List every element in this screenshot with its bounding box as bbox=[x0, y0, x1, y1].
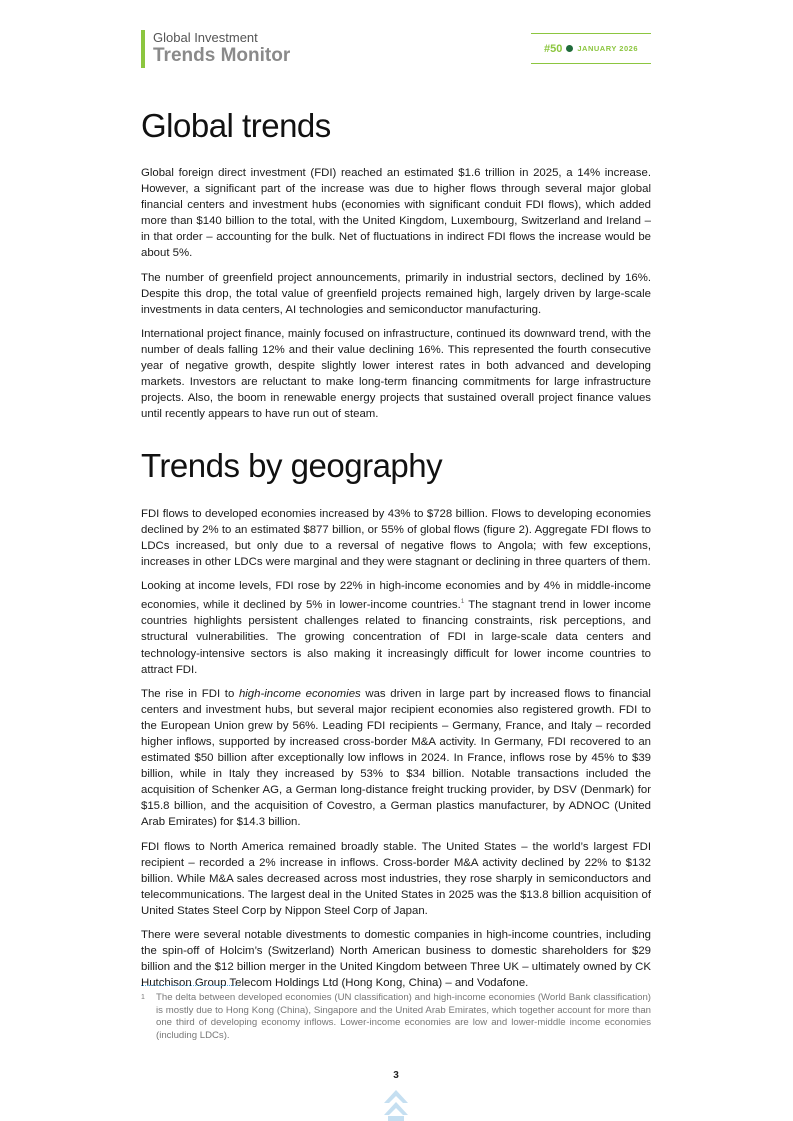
issue-date: JANUARY 2026 bbox=[577, 44, 638, 53]
footnote-divider bbox=[141, 985, 238, 986]
emphasis-text: high-income economies bbox=[238, 687, 361, 700]
paragraph bbox=[141, 578, 651, 677]
paragraph: FDI flows to developed economies increased by 43% to $728 billion. Flows to developing economies declined by 2% to an estimated $877 billion, or 55% of global flows (figure 2). Aggregate FDI flows to LDCs increased, but only due to a reversal of negative flows to Angola; with few exceptions, increases in other LDCs were marginal and they were stagnant or declining in three quarters of them. bbox=[141, 508, 651, 569]
paragraph: FDI flows to North America remained broadly stable. The United States – the world’s largest FDI recipient – recorded a 2% increase in inflows. Cross-border M&A activity declined by 22% to $132 billion. While M&A sales decreased across most industries, they rose sharply in semiconductors and telecommunications. The largest deal in the United States in 2025 was the $13.8 billion acquisition of United States Steel Corp by Nippon Steel Corp of Japan. bbox=[141, 840, 651, 917]
page-number: 3 bbox=[393, 1070, 399, 1081]
paragraph: The number of greenfield project announcements, primarily in industrial sectors, declined by 16%. Despite this drop, the total value of greenfield projects remained high, largely driven by large-scale investments in data centers, AI technologies and semiconductor manufacturing. bbox=[141, 271, 651, 316]
paragraph-text: was driven in large part by increased flows to financial centers and investment hubs, but several major recipient economies also registered growth. FDI to the European Union grew by 56%. Leading FDI recipients – Germany, France, and Italy – recorded higher inflows, supported by increased cross-border M&A activity. In Germany, FDI recovered to an estimated $50 billion after exceptionally low inflows in 2024. In France, inflows rose by 45% to $39 billion, while in Italy they increased by 53% to $34 billion. Notable transactions included the acquisition of Schenker AG, a German long-distance freight trucking provider, by DSV (Denmark) for $15.8 billion, and the acquisition of Covestro, a German plastics manufacturer, by ADNOC (United Arab Emirates) for $14.3 billion. bbox=[141, 687, 651, 829]
paragraph: There were several notable divestments to domestic companies in high-income countries, including the spin-off of Holcim’s (Switzerland) North American business to domestic shareholders for $29 billion and the $12 billion merger in the United Kingdom between Three UK – ultimately owned by CK Hutchison Group Telecom Holdings Ltd (Hong Kong, China) – and Vodafone. bbox=[141, 929, 651, 990]
paragraph-text: The stagnant trend in lower income countries highlights persistent challenges related to financing constraints, risk perceptions, and structural vulnerabilities. The growing concentration of FDI in large-scale data centers and technology-intensive sectors is also making it increasingly difficult for lower income countries to attract FDI. bbox=[141, 599, 651, 676]
paragraph bbox=[141, 686, 651, 831]
issue-number: #50 bbox=[544, 42, 563, 55]
footnote-text: The delta between developed economies (UN classification) and high-income economies (World Bank classification) is mostly due to Hong Kong (China), Singapore and the United Arab Emirates, which together account for more than one third of developing economy inflows. Lower-income economies are low and lower-middle income economies (including LDCs). bbox=[156, 992, 651, 1041]
footnote-reference[interactable]: 1 bbox=[460, 598, 465, 606]
section-title-global-trends: Global trends bbox=[141, 107, 331, 144]
paragraph: International project finance, mainly focused on infrastructure, continued its downward trend, with the number of deals falling 12% and their value declining 16%. This represented the fourth consecutive year of negative growth, despite slightly lower interest rates in both advanced and developing markets. Investors are reluctant to make long-term financing commitments for large infrastructure projects. Also, the boom in renewable energy projects that sustained overall project finance values until recently appears to have run out of steam. bbox=[141, 327, 651, 421]
footnote bbox=[141, 992, 651, 1042]
issue-badge bbox=[531, 33, 651, 64]
paragraph-text: Looking at income levels, FDI rose by 22% in high-income economies and by 4% in middle-income economies, while it declined by 5% in lower-income countries. bbox=[141, 580, 651, 612]
paragraph-text: The rise in FDI to bbox=[141, 687, 239, 700]
chevron-up-icon[interactable] bbox=[383, 1088, 409, 1121]
section-trends-by-geography bbox=[141, 506, 651, 999]
dot-icon bbox=[566, 45, 573, 52]
brand-line1: Global Investment bbox=[153, 30, 258, 45]
section-title-trends-by-geography: Trends by geography bbox=[141, 447, 443, 484]
brand-logo bbox=[141, 30, 290, 68]
footnote-mark: 1 bbox=[141, 994, 145, 1001]
paragraph: Global foreign direct investment (FDI) reached an estimated $1.6 trillion in 2025, a 14% increase. However, a significant part of the increase was due to higher flows through several major global financial centers and investment hubs (economies with significant conduit FDI flows), which added more than $140 billion to the total, with the United Kingdom, Luxembourg, Switzerland and Ireland – in that order – accounting for the bulk. Net of fluctuations in indirect FDI flows the increase would be about 5%. bbox=[141, 167, 651, 260]
section-global-trends bbox=[141, 165, 651, 430]
brand-line2: Trends Monitor bbox=[153, 45, 291, 66]
